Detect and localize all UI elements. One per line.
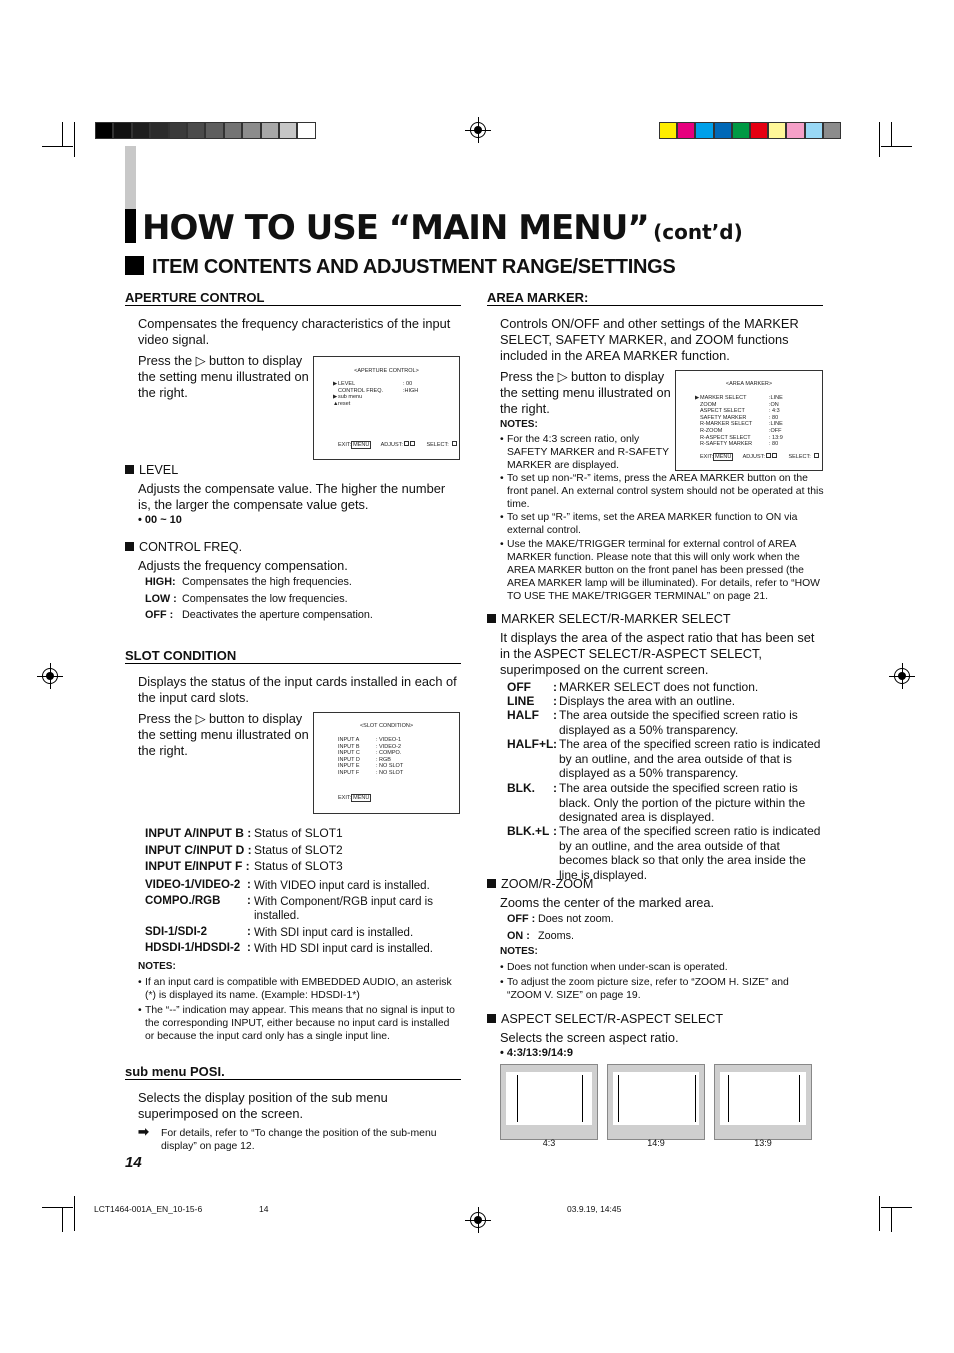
area-press: Press the ▷ button to display the setting menu illustrated on the right.	[500, 369, 671, 416]
aspect-caption: 4:3	[542, 1138, 556, 1148]
section-title-text: ITEM CONTENTS AND ADJUSTMENT RANGE/SETTINGS	[152, 256, 676, 278]
marker-option-colon: :	[553, 781, 557, 795]
key-left-icon	[766, 453, 771, 458]
aspect-marker-line	[582, 1075, 583, 1122]
menu-row-value: :HIGH	[403, 387, 419, 394]
marker-option-key: BLK.+L	[507, 824, 550, 838]
marker-option-text: MARKER SELECT does not function.	[559, 680, 759, 694]
menu-row-value: : RGB	[376, 756, 391, 763]
zoom-option-key: OFF :	[507, 913, 536, 925]
gray-swatch	[150, 122, 168, 139]
menu-footer-select: SELECT:	[426, 442, 449, 448]
gray-swatch	[95, 122, 113, 139]
slot-input-text: Status of SLOT1	[254, 826, 343, 840]
marker-option-colon: :	[553, 824, 557, 838]
menu-cursor-icon: ▲	[333, 400, 339, 407]
page-number: 14	[125, 1154, 142, 1171]
aspect-label-text: ASPECT SELECT/R-ASPECT SELECT	[501, 1012, 724, 1026]
registration-mark-icon	[894, 668, 910, 684]
menu-footer	[338, 441, 457, 449]
color-swatch	[677, 122, 695, 139]
slot-card-colon: :	[247, 926, 251, 938]
area-note: Use the MAKE/TRIGGER terminal for external control of AREA MARKER function. Please note that this will only work when the AREA MARKER button on the front panel has been pressed (the AREA MARKER lamp will be illuminated). For details, refer to “HOW TO USE THE MAKE/TRIGGER TERMINAL” on page 21.	[507, 539, 820, 602]
menu-row-value: : NO SLOT	[376, 763, 404, 770]
note-bullet: •	[500, 962, 504, 973]
menu-row-label: INPUT C	[338, 750, 360, 757]
arrow-right-icon: ➡	[138, 1124, 149, 1139]
aspect-label	[487, 1012, 723, 1026]
crop-mark	[881, 146, 912, 147]
menu-footer-exit: EXIT:	[338, 795, 352, 801]
menu-row-value: : VIDEO-1	[376, 737, 402, 743]
zoom-desc: Zooms the center of the marked area.	[500, 895, 715, 910]
color-swatch	[805, 122, 823, 139]
marker-label	[487, 612, 731, 626]
gray-swatch	[261, 122, 279, 139]
marker-option-text: Displays the area with an outline.	[559, 694, 736, 708]
menu-title: <APERTURE CONTROL>	[354, 368, 419, 374]
marker-option-colon: :	[553, 694, 557, 708]
menu-row-value: : 13:9	[769, 434, 783, 441]
crop-mark	[879, 122, 880, 157]
aspect-marker-line	[618, 1075, 619, 1122]
zoom-label	[487, 877, 593, 891]
menu-footer-adjust: ADJUST:	[742, 454, 765, 460]
note-bullet: •	[500, 539, 504, 550]
gray-swatch	[187, 122, 205, 139]
menu-row-value: :OFF	[769, 428, 782, 434]
area-notes-label: NOTES:	[500, 419, 538, 430]
area-note: For the 4:3 screen ratio, only SAFETY MARKER and R-SAFETY MARKER are displayed.	[507, 434, 669, 471]
menu-footer-exit: EXIT:	[338, 442, 352, 448]
gray-swatch	[169, 122, 187, 139]
marker-option-colon: :	[553, 708, 557, 722]
gray-swatch	[113, 122, 131, 139]
marker-option-key: HALF	[507, 708, 539, 722]
title-bar	[125, 209, 136, 243]
slot-card-key: VIDEO-1/VIDEO-2	[145, 879, 241, 891]
color-swatch	[750, 122, 768, 139]
slot-press: Press the ▷ button to display the setting menu illustrated on the right.	[138, 711, 309, 758]
freq-desc: Adjusts the frequency compensation.	[138, 558, 348, 573]
freq-label	[125, 540, 242, 554]
slot-input-text: Status of SLOT3	[254, 859, 343, 873]
area-note: To set up “R-” items, set the AREA MARKER function to ON via external control.	[507, 512, 798, 536]
menu-title: <SLOT CONDITION>	[359, 723, 414, 729]
area-note: To set up non-“R-” items, press the AREA MARKER button on the front panel. An external control system should not be operated at this time.	[507, 473, 824, 510]
aspect-marker-line	[695, 1075, 696, 1122]
menu-row-label: LEVEL	[338, 381, 356, 387]
menu-title: <AREA MARKER>	[725, 381, 773, 387]
slot-menu-illustration	[313, 712, 460, 814]
aspect-ratio-image	[500, 1064, 598, 1140]
submenu-heading: sub menu POSI.	[125, 1064, 461, 1080]
menu-row-value: : 00	[403, 381, 413, 387]
menu-row-value: : VIDEO-2	[376, 743, 402, 750]
crop-mark	[891, 1207, 892, 1232]
freq-option-text: Deactivates the aperture compensation.	[182, 609, 373, 621]
level-range: • 00 ~ 10	[138, 514, 182, 526]
aspect-screen	[720, 1072, 806, 1125]
menu-cursor-icon: ▶	[695, 395, 700, 401]
zoom-option-text: Does not zoom.	[538, 913, 614, 925]
menu-cursor-icon: ▶	[333, 381, 338, 387]
title-contd: (cont’d)	[653, 220, 743, 244]
crop-mark	[879, 1196, 880, 1231]
crop-mark	[42, 1207, 73, 1208]
menu-row-label: ASPECT SELECT	[700, 408, 745, 415]
aspect-range: • 4:3/13:9/14:9	[500, 1047, 573, 1059]
marker-option-colon: :	[553, 737, 557, 751]
level-label	[125, 463, 178, 477]
gray-swatch	[297, 122, 315, 139]
slot-card-colon: :	[247, 895, 251, 907]
menu-footer	[700, 453, 819, 461]
zoom-note: Does not function when under-scan is operated.	[507, 962, 728, 973]
menu-row-value: : 80	[769, 441, 779, 448]
color-swatch	[786, 122, 804, 139]
menu-row-label: R-SAFETY MARKER	[700, 441, 753, 448]
submenu-ref: For details, refer to “To change the position of the sub-menu display” on page 12.	[161, 1128, 437, 1152]
aperture-menu-illustration	[313, 356, 460, 460]
menu-row-label: INPUT B	[338, 743, 360, 750]
menu-row-label: R-MARKER SELECT	[700, 421, 753, 428]
slot-card-colon: :	[247, 942, 251, 954]
slot-note: The “--” indication may appear. This means that no signal is input to the corresponding INPUT, either because no input card is installed or because the input card only has a single input line.	[145, 1005, 455, 1042]
menu-key: MENU	[353, 442, 370, 448]
freq-option-text: Compensates the low frequencies.	[182, 592, 348, 605]
marker-option-text: The area outside the specified screen ratio is black. Only the portion of the picture within the designated area is displayed.	[559, 781, 806, 824]
note-bullet: •	[500, 473, 504, 484]
menu-footer-adjust: ADJUST:	[380, 442, 403, 448]
key-down-icon	[452, 441, 457, 446]
slot-card-key: SDI-1/SDI-2	[145, 926, 207, 938]
bullet-square-icon	[125, 465, 134, 474]
aperture-intro: Compensates the frequency characteristics of the input video signal.	[138, 316, 451, 347]
slot-input-key: INPUT A/INPUT B :	[145, 826, 252, 840]
aspect-marker-line	[728, 1075, 729, 1122]
slot-card-key: COMPO./RGB	[145, 895, 221, 907]
gray-swatch	[132, 122, 150, 139]
color-swatch	[714, 122, 732, 139]
menu-row-label: R-ZOOM	[700, 428, 723, 434]
bullet-square-icon	[487, 1014, 496, 1023]
gray-swatch	[205, 122, 223, 139]
marker-option-colon: :	[553, 680, 557, 694]
color-swatch	[768, 122, 786, 139]
gray-swatch	[224, 122, 242, 139]
menu-row-label: ZOOM	[700, 401, 717, 408]
footer-file: LCT1464-001A_EN_10-15-6	[94, 1204, 203, 1214]
registration-mark-icon	[470, 122, 486, 138]
menu-row-label: INPUT A	[338, 737, 360, 743]
marker-label-text: MARKER SELECT/R-MARKER SELECT	[501, 612, 731, 626]
gray-swatch	[279, 122, 297, 139]
menu-row-value: : 4:3	[769, 408, 780, 415]
area-menu-illustration	[675, 370, 823, 471]
marker-option-text: The area of the specified screen ratio is indicated by an outline, and the area outside of that becomes black so that only the area inside the line is displayed.	[559, 824, 821, 882]
crop-mark	[42, 146, 73, 147]
aspect-marker-line	[517, 1075, 518, 1122]
marker-option-text: The area of the specified screen ratio is indicated by an outline, and the area outside of that is displayed as a 50% transparency.	[559, 737, 821, 780]
slot-input-key: INPUT C/INPUT D :	[145, 842, 252, 857]
freq-option-key: HIGH:	[145, 576, 176, 588]
menu-row-label: reset	[338, 400, 351, 407]
aspect-ratio-image	[714, 1064, 812, 1140]
crop-mark	[881, 1207, 912, 1208]
slot-card-text: With HD SDI input card is installed.	[254, 943, 433, 955]
marker-desc: It displays the area of the aspect ratio that has been set in the ASPECT SELECT/R-ASPECT SELECT, superimposed on the current screen.	[500, 630, 815, 677]
menu-key: MENU	[353, 795, 370, 801]
menu-row-label: sub menu	[338, 394, 363, 401]
key-left-icon	[404, 441, 409, 446]
footer-date: 03.9.19, 14:45	[567, 1204, 622, 1214]
crop-mark	[62, 122, 63, 147]
menu-cursor-icon: ▶	[333, 394, 338, 401]
menu-row-value: : COMPO.	[376, 750, 402, 757]
crop-mark	[74, 122, 75, 157]
freq-label-text: CONTROL FREQ.	[139, 540, 243, 554]
slot-card-colon: :	[247, 879, 251, 891]
color-swatch	[659, 122, 677, 139]
bullet-square-icon	[125, 542, 134, 551]
slot-note: If an input card is compatible with EMBEDDED AUDIO, an asterisk (*) is displayed its name. (Example: HDSDI-1*)	[145, 977, 452, 1001]
aspect-desc: Selects the screen aspect ratio.	[500, 1030, 679, 1045]
footer-page: 14	[259, 1204, 269, 1214]
aspect-screen	[506, 1072, 592, 1125]
registration-mark-icon	[42, 668, 58, 684]
menu-footer	[338, 795, 371, 802]
page-title	[125, 208, 743, 248]
title-main: HOW TO USE “MAIN MENU”	[142, 208, 649, 248]
section-square	[125, 256, 144, 275]
marker-option-key: HALF+L	[507, 737, 554, 751]
note-bullet: •	[500, 512, 504, 523]
note-bullet: •	[138, 977, 142, 988]
slot-input-text: Status of SLOT2	[254, 842, 343, 857]
crop-mark	[74, 1196, 75, 1231]
bullet-square-icon	[487, 614, 496, 623]
marker-option-key: LINE	[507, 694, 535, 708]
bullet-square-icon	[487, 879, 496, 888]
menu-footer-exit: EXIT:	[700, 454, 714, 460]
slot-card-text: With Component/RGB input card is installed.	[254, 896, 433, 922]
aperture-heading: APERTURE CONTROL	[125, 290, 461, 306]
zoom-notes-label: NOTES:	[500, 946, 538, 957]
color-swatch	[695, 122, 713, 139]
slot-card-key: HDSDI-1/HDSDI-2	[145, 942, 241, 954]
note-bullet: •	[500, 977, 504, 988]
zoom-note: To adjust the zoom picture size, refer to “ZOOM H. SIZE” and “ZOOM V. SIZE” on page 19.	[507, 977, 789, 1001]
menu-row-value: :ON	[769, 401, 779, 408]
menu-row-label: INPUT D	[338, 756, 360, 763]
key-right-icon	[410, 441, 415, 446]
slot-heading: SLOT CONDITION	[125, 648, 461, 664]
menu-footer-select: SELECT:	[788, 454, 811, 460]
key-down-icon	[814, 453, 819, 458]
note-bullet: •	[138, 1005, 142, 1016]
freq-option-text: Compensates the high frequencies.	[182, 576, 352, 588]
menu-row-value: : 80	[769, 414, 779, 421]
aspect-caption: 14:9	[647, 1138, 665, 1148]
area-intro: Controls ON/OFF and other settings of the MARKER SELECT, SAFETY MARKER, and ZOOM functions included in the AREA MARKER function.	[500, 316, 799, 363]
marker-option-key: OFF	[507, 680, 531, 694]
note-bullet: •	[500, 434, 504, 445]
menu-row-label: MARKER SELECT	[700, 395, 747, 401]
submenu-desc: Selects the display position of the sub menu superimposed on the screen.	[138, 1090, 388, 1121]
aspect-ratio-image	[607, 1064, 705, 1140]
area-heading: AREA MARKER:	[487, 290, 823, 306]
menu-row-label: SAFETY MARKER	[700, 414, 747, 421]
level-label-text: LEVEL	[139, 463, 179, 477]
slot-card-text: With SDI input card is installed.	[254, 927, 414, 939]
zoom-label-text: ZOOM/R-ZOOM	[501, 877, 594, 891]
aspect-screen	[613, 1072, 699, 1125]
freq-option-key: LOW :	[145, 592, 177, 605]
section-title	[125, 256, 675, 279]
aperture-press: Press the ▷ button to display the setting menu illustrated on the right.	[138, 353, 309, 400]
registration-mark-icon	[470, 1212, 486, 1228]
menu-row-label: R-ASPECT SELECT	[700, 434, 751, 441]
menu-row-value: : NO SLOT	[376, 770, 404, 776]
slot-notes-label: NOTES:	[138, 961, 176, 972]
marker-option-text: The area outside the specified screen ratio is displayed as a 50% transparency.	[559, 708, 798, 737]
menu-row-value: :LINE	[769, 421, 783, 428]
slot-intro: Displays the status of the input cards installed in each of the input card slots.	[138, 674, 457, 705]
level-desc: Adjusts the compensate value. The higher the number is, the larger the compensate value gets.	[138, 481, 446, 512]
color-swatch	[823, 122, 841, 139]
menu-row-value: :LINE	[769, 395, 783, 401]
aspect-caption: 13:9	[754, 1138, 772, 1148]
menu-row-label: CONTROL FREQ.	[338, 387, 384, 394]
gray-swatch	[242, 122, 260, 139]
menu-row-label: INPUT E	[338, 763, 360, 770]
menu-row-label: INPUT F	[338, 770, 360, 776]
menu-key: MENU	[715, 454, 732, 460]
crop-mark	[62, 1207, 63, 1232]
color-swatch	[732, 122, 750, 139]
freq-option-key: OFF :	[145, 609, 174, 621]
zoom-option-key: ON :	[507, 929, 530, 942]
aspect-marker-line	[799, 1075, 800, 1122]
slot-card-text: With VIDEO input card is installed.	[254, 880, 430, 892]
zoom-option-text: Zooms.	[538, 929, 574, 942]
key-right-icon	[772, 453, 777, 458]
marker-option-key: BLK.	[507, 781, 535, 795]
slot-input-key: INPUT E/INPUT F :	[145, 859, 250, 873]
crop-mark	[891, 122, 892, 147]
